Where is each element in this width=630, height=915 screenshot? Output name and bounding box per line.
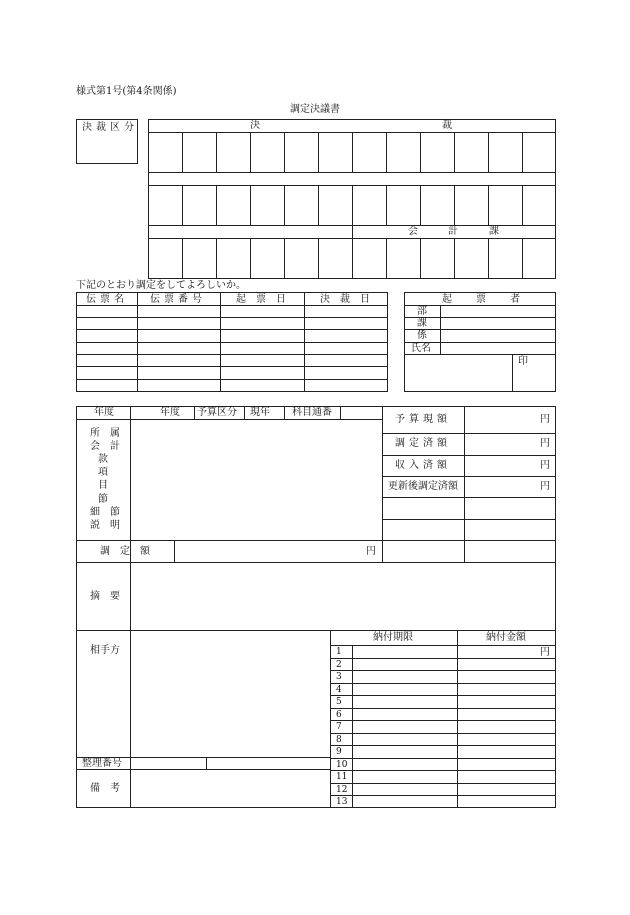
kessai-cell-divider xyxy=(522,185,523,225)
nofu-row-line xyxy=(330,695,556,696)
nofu-row-number: 4 xyxy=(336,685,342,695)
nendo-label: 年度 xyxy=(94,407,114,418)
nofu-row-number: 2 xyxy=(336,660,342,670)
kaikeika-1: 会 xyxy=(408,226,418,237)
kessai-cell-divider xyxy=(318,132,319,172)
nofu-row-number: 1 xyxy=(336,647,342,657)
kessai-cell-divider xyxy=(386,238,387,279)
kamoku-tsuban: 科目通番 xyxy=(292,407,332,418)
voucher-row-line xyxy=(76,379,388,380)
label-kan: 款 xyxy=(98,454,108,465)
kessai-cell-divider xyxy=(522,132,523,172)
kessai-ketsu: 決 xyxy=(250,120,260,131)
kessai-cell-divider xyxy=(216,132,217,172)
kessai-cell-divider xyxy=(250,185,251,225)
kessai-cell-divider xyxy=(454,185,455,225)
voucher-row-line xyxy=(76,317,388,318)
nofu-yen: 円 xyxy=(540,647,550,658)
nofu-row-line xyxy=(330,770,556,771)
label-moku: 目 xyxy=(98,480,108,491)
tekiyo-label: 摘 要 xyxy=(90,591,120,602)
gennen: 現年 xyxy=(250,407,270,418)
kessai-cell-divider xyxy=(216,185,217,225)
yosan-kubun: 予算区分 xyxy=(197,407,237,418)
label-setsu: 節 xyxy=(98,494,108,505)
kaikeika-2: 計 xyxy=(448,226,458,237)
nofu-row-line xyxy=(330,658,556,659)
nendo-unit: 年度 xyxy=(160,407,180,418)
chotei-gaku-label: 調 定 額 xyxy=(100,546,150,557)
kessai-cell-divider xyxy=(250,132,251,172)
kaikeika-divider xyxy=(352,225,353,238)
kessai-cell-divider xyxy=(216,238,217,279)
kessai-cell-divider xyxy=(454,238,455,279)
kessai-cell-divider xyxy=(318,238,319,279)
seiri-bango-label: 整理番号 xyxy=(82,758,122,769)
kessai-cell-divider xyxy=(386,185,387,225)
kihyosha-1: 起 xyxy=(442,294,452,305)
form-id: 様式第1号(第4条関係) xyxy=(76,86,177,97)
kessai-cell-divider xyxy=(420,185,421,225)
request-text: 下記のとおり調定をしてよろしいか。 xyxy=(76,280,246,291)
yen-4: 円 xyxy=(540,481,550,492)
hdr-denpyo-bango: 伝票番号 xyxy=(150,294,206,305)
nofu-row-line xyxy=(330,720,556,721)
kessai-cell-divider xyxy=(250,238,251,279)
kihyosha-bu: 部 xyxy=(417,306,427,317)
label-setsumei: 説 明 xyxy=(90,520,120,531)
kihyosha-shimei: 氏名 xyxy=(411,343,431,354)
label-ko: 項 xyxy=(98,467,108,478)
kessai-cell-divider xyxy=(284,238,285,279)
kessai-kubun-label: 決裁区分 xyxy=(82,122,138,133)
nofu-row-number: 12 xyxy=(336,785,348,795)
nofu-row-line xyxy=(330,745,556,746)
koshingo-chotei: 更新後調定済額 xyxy=(388,481,458,492)
nofu-row-line xyxy=(330,795,556,796)
chotei-sumigaku: 調定済額 xyxy=(395,438,451,449)
biko-label: 備 考 xyxy=(90,783,120,794)
nofu-row-line xyxy=(330,683,556,684)
chotei-gaku-yen: 円 xyxy=(366,546,376,557)
kessai-cell-divider xyxy=(522,238,523,279)
nofu-row-line xyxy=(330,733,556,734)
kessai-cell-divider xyxy=(454,132,455,172)
kihyosha-2: 票 xyxy=(476,294,486,305)
kessai-cell-divider xyxy=(182,132,183,172)
nofu-row-number: 3 xyxy=(336,672,342,682)
page-title: 調定決議書 xyxy=(290,104,340,115)
yen-3: 円 xyxy=(540,460,550,471)
nofu-kingaku-header: 納付金額 xyxy=(486,632,526,643)
hdr-kihyo-bi: 起票日 xyxy=(236,294,296,305)
nofu-row-number: 9 xyxy=(336,747,342,757)
kessai-cell-divider xyxy=(420,132,421,172)
nofu-row-line xyxy=(330,758,556,759)
kessai-cell-divider xyxy=(352,132,353,172)
label-saisetsu: 細 節 xyxy=(90,507,120,518)
nofu-row-line xyxy=(330,670,556,671)
yosan-gengaku: 予算現額 xyxy=(395,414,451,425)
nofu-row-number: 8 xyxy=(336,735,342,745)
nofu-row-number: 6 xyxy=(336,710,342,720)
nofu-row-number: 10 xyxy=(336,760,348,770)
kessai-cell-divider xyxy=(352,238,353,279)
kessai-cell-divider xyxy=(488,185,489,225)
kessai-cell-divider xyxy=(284,132,285,172)
nofu-row-line xyxy=(330,708,556,709)
hdr-kessai-bi: 決裁日 xyxy=(320,294,380,305)
kihyosha-3: 者 xyxy=(510,294,520,305)
voucher-row-line xyxy=(76,342,388,343)
yen-1: 円 xyxy=(540,414,550,425)
nofu-kigen-header: 納付期限 xyxy=(373,632,413,643)
kihyosha-kakari: 係 xyxy=(417,330,427,341)
kessai-cell-divider xyxy=(420,238,421,279)
shunyu-sumigaku: 収入済額 xyxy=(395,460,451,471)
kessai-cell-divider xyxy=(488,132,489,172)
nofu-row-line xyxy=(330,783,556,784)
voucher-row-line xyxy=(76,329,388,330)
kessai-cell-divider xyxy=(386,132,387,172)
kessai-cell-divider xyxy=(318,185,319,225)
label-kaikei: 会 計 xyxy=(90,441,120,452)
main-table xyxy=(76,406,556,808)
nofu-row-number: 11 xyxy=(336,772,348,782)
kessai-cell-divider xyxy=(488,238,489,279)
kessai-cell-divider xyxy=(182,185,183,225)
hdr-denpyo-mei: 伝票名 xyxy=(86,294,128,305)
kessai-sai: 裁 xyxy=(442,120,452,131)
kessai-cell-divider xyxy=(352,185,353,225)
kessai-cell-divider xyxy=(284,185,285,225)
nofu-row-number: 13 xyxy=(336,797,348,807)
nofu-row-number: 5 xyxy=(336,697,342,707)
voucher-row-line xyxy=(76,354,388,355)
kaikeika-3: 課 xyxy=(489,226,499,237)
seal-mark: 印 xyxy=(518,356,528,367)
label-shozoku: 所 属 xyxy=(90,428,120,439)
kihyosha-ka: 課 xyxy=(417,318,427,329)
kessai-cell-divider xyxy=(182,238,183,279)
nofu-row-number: 7 xyxy=(336,722,342,732)
yen-2: 円 xyxy=(540,438,550,449)
aitekata-label: 相手方 xyxy=(90,645,120,656)
voucher-row-line xyxy=(76,366,388,367)
